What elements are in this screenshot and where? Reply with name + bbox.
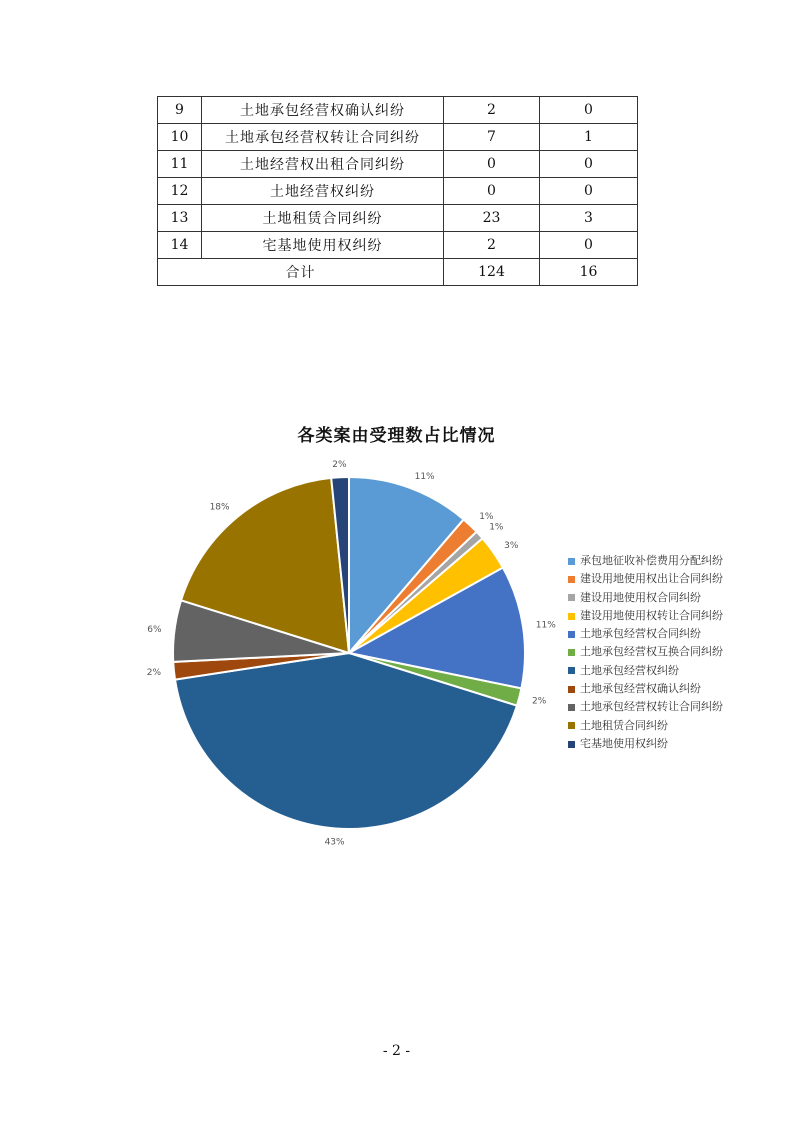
legend-item <box>568 643 723 661</box>
legend-swatch <box>568 631 575 638</box>
total-accepted: 124 <box>444 259 540 286</box>
slice-data-label: 3% <box>504 541 519 551</box>
legend-swatch <box>568 704 575 711</box>
slice-data-label: 11% <box>535 620 556 631</box>
legend-label: 土地承包经营权转让合同纠纷 <box>580 700 723 714</box>
table-body <box>158 97 638 286</box>
legend-item <box>568 570 723 588</box>
slice-data-label: 11% <box>414 471 435 482</box>
accepted-count: 0 <box>444 151 540 178</box>
slice-data-label: 6% <box>147 625 162 636</box>
total-label: 合计 <box>158 259 444 286</box>
page-number: - 2 - <box>382 1043 411 1059</box>
legend-swatch <box>568 594 575 601</box>
slice-data-label: 2% <box>332 460 347 471</box>
case-statistics-table <box>157 96 638 286</box>
legend-swatch <box>568 741 575 748</box>
legend-label: 承包地征收补偿费用分配纠纷 <box>580 554 723 567</box>
accepted-count: 7 <box>444 124 540 151</box>
case-type-name: 土地经营权出租合同纠纷 <box>202 151 444 178</box>
legend-item <box>568 735 723 753</box>
slice-data-label: 43% <box>324 837 345 848</box>
table-row <box>158 178 638 205</box>
row-number: 14 <box>158 232 202 259</box>
closed-count: 0 <box>540 232 638 259</box>
legend-label: 土地承包经营权合同纠纷 <box>580 627 701 641</box>
legend-item <box>568 552 723 570</box>
legend-item <box>568 680 723 698</box>
row-number: 10 <box>158 124 202 151</box>
case-type-name: 土地承包经营权确认纠纷 <box>202 97 444 124</box>
legend-item <box>568 698 723 716</box>
accepted-count: 2 <box>444 97 540 124</box>
closed-count: 1 <box>540 124 638 151</box>
legend-item <box>568 662 723 680</box>
case-type-name: 土地租赁合同纠纷 <box>202 205 444 232</box>
row-number: 13 <box>158 205 202 232</box>
closed-count: 0 <box>540 178 638 205</box>
legend-item <box>568 607 723 625</box>
row-number: 9 <box>158 97 202 124</box>
table-total-row <box>158 259 638 286</box>
accepted-count: 2 <box>444 232 540 259</box>
slice-data-label: 18% <box>209 502 230 513</box>
legend-swatch <box>568 613 575 620</box>
chart-legend <box>568 552 723 753</box>
legend-item <box>568 717 723 735</box>
legend-item <box>568 589 723 607</box>
legend-label: 建设用地使用权转让合同纠纷 <box>580 608 723 622</box>
legend-swatch <box>568 686 575 693</box>
legend-label: 土地承包经营权互换合同纠纷 <box>580 645 723 659</box>
case-type-name: 土地承包经营权转让合同纠纷 <box>202 124 444 151</box>
legend-swatch <box>568 558 575 565</box>
table-row <box>158 97 638 124</box>
pie-chart <box>130 455 556 848</box>
case-type-name: 宅基地使用权纠纷 <box>202 232 444 259</box>
legend-swatch <box>568 649 575 656</box>
legend-swatch <box>568 576 575 583</box>
legend-swatch <box>568 667 575 674</box>
slice-data-label: 1% <box>489 522 504 533</box>
legend-label: 土地承包经营权确认纠纷 <box>580 682 701 696</box>
closed-count: 0 <box>540 97 638 124</box>
legend-label: 建设用地使用权合同纠纷 <box>580 590 701 604</box>
slice-data-label: 1% <box>479 512 494 522</box>
legend-label: 建设用地使用权出让合同纠纷 <box>580 572 723 586</box>
legend-label: 宅基地使用权纠纷 <box>580 736 668 750</box>
legend-label: 土地租赁合同纠纷 <box>580 718 668 732</box>
table-row <box>158 151 638 178</box>
accepted-count: 0 <box>444 178 540 205</box>
case-type-name: 土地经营权纠纷 <box>202 178 444 205</box>
slice-data-label: 2% <box>532 696 547 707</box>
closed-count: 3 <box>540 205 638 232</box>
slice-data-label: 2% <box>146 668 161 679</box>
closed-count: 0 <box>540 151 638 178</box>
table-row <box>158 205 638 232</box>
legend-swatch <box>568 722 575 729</box>
table-row <box>158 124 638 151</box>
legend-label: 土地承包经营权纠纷 <box>580 663 679 677</box>
table-row <box>158 232 638 259</box>
row-number: 12 <box>158 178 202 205</box>
total-closed: 16 <box>540 259 638 286</box>
row-number: 11 <box>158 151 202 178</box>
accepted-count: 23 <box>444 205 540 232</box>
chart-title: 各类案由受理数占比情况 <box>297 426 496 446</box>
legend-item <box>568 625 723 643</box>
